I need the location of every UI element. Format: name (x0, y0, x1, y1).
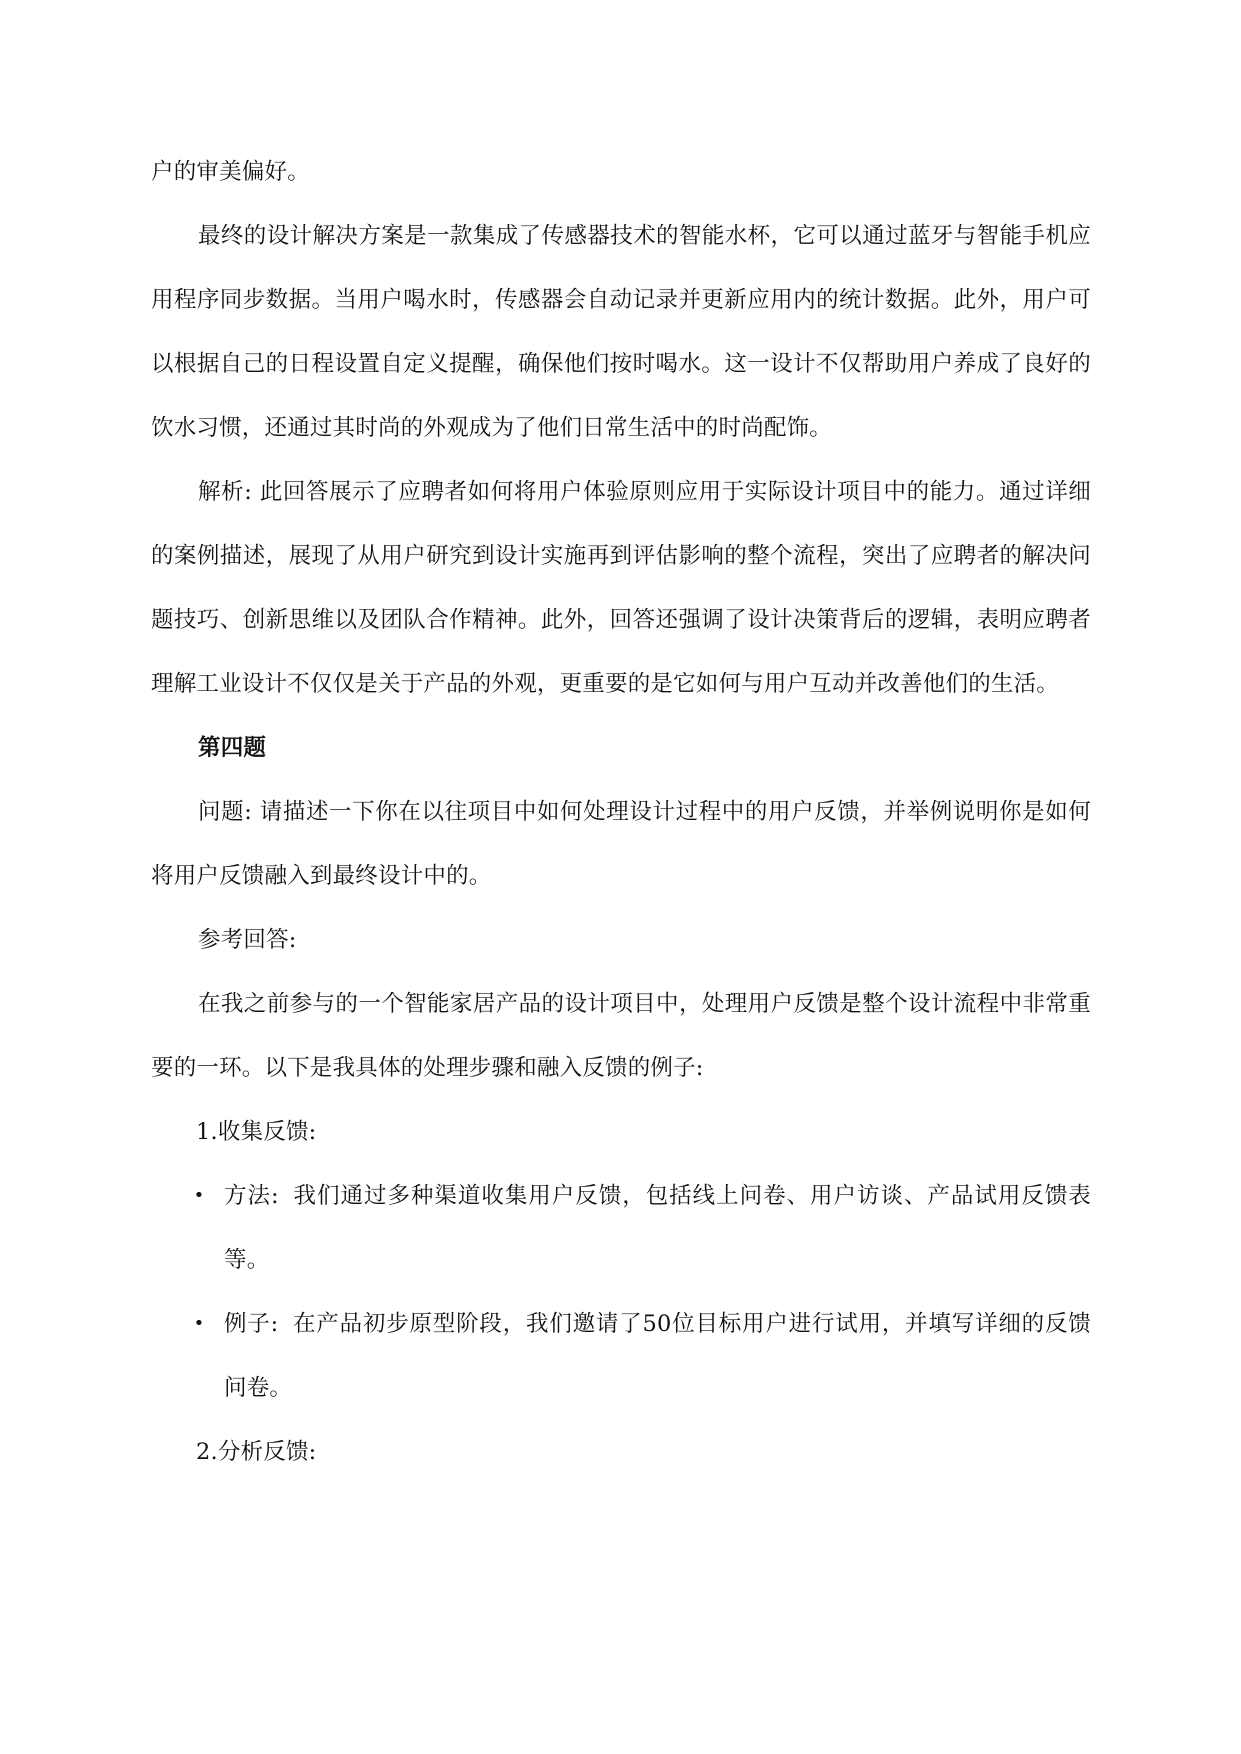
bullet-term: 方法: (224, 1183, 279, 1209)
bullet-icon: • (193, 1313, 205, 1334)
bullet-text: 我们通过多种渠道收集用户反馈，包括线上问卷、用户访谈、产品试用反馈表等。 (224, 1183, 1091, 1273)
numbered-item-collect-feedback: 1.收集反馈: (196, 1119, 317, 1145)
numbered-item-analyze-feedback: 2.分析反馈: (196, 1439, 317, 1465)
bullet-term: 例子: (224, 1311, 279, 1337)
paragraph-continuation: 户的审美偏好。 (151, 159, 310, 185)
paragraph-analysis: 解析: 此回答展示了应聘者如何将用户体验原则应用于实际设计项目中的能力。通过详细的案例描述，展现了从用户研究到设计实施再到评估影响的整个流程，突出了应聘者的解决问题技巧、创新思维以及团队合作精神。此外，回答还强调了设计决策背后的逻辑，表明应聘者理解工业设计不仅仅是关于产品的外观，更重要的是它如何与用户互动并改善他们的生活。 (151, 479, 1091, 697)
bullet-item-example (151, 1292, 1091, 1420)
section-heading: 第四题 (198, 735, 267, 761)
bullet-text: 在产品初步原型阶段，我们邀请了50位目标用户进行试用，并填写详细的反馈问卷。 (224, 1311, 1091, 1401)
bullet-icon: • (193, 1185, 205, 1206)
document-body (151, 140, 1091, 1484)
paragraph-answer-intro: 在我之前参与的一个智能家居产品的设计项目中，处理用户反馈是整个设计流程中非常重要的一环。以下是我具体的处理步骤和融入反馈的例子: (151, 991, 1091, 1081)
paragraph-design-solution: 最终的设计解决方案是一款集成了传感器技术的智能水杯，它可以通过蓝牙与智能手机应用程序同步数据。当用户喝水时，传感器会自动记录并更新应用内的统计数据。此外，用户可以根据自己的日程设置自定义提醒，确保他们按时喝水。这一设计不仅帮助用户养成了良好的饮水习惯，还通过其时尚的外观成为了他们日常生活中的时尚配饰。 (151, 223, 1091, 441)
bullet-item-method (151, 1164, 1091, 1292)
paragraph-question: 问题: 请描述一下你在以往项目中如何处理设计过程中的用户反馈，并举例说明你是如何将用户反馈融入到最终设计中的。 (151, 799, 1091, 889)
paragraph-reference-answer-label: 参考回答: (198, 927, 297, 953)
